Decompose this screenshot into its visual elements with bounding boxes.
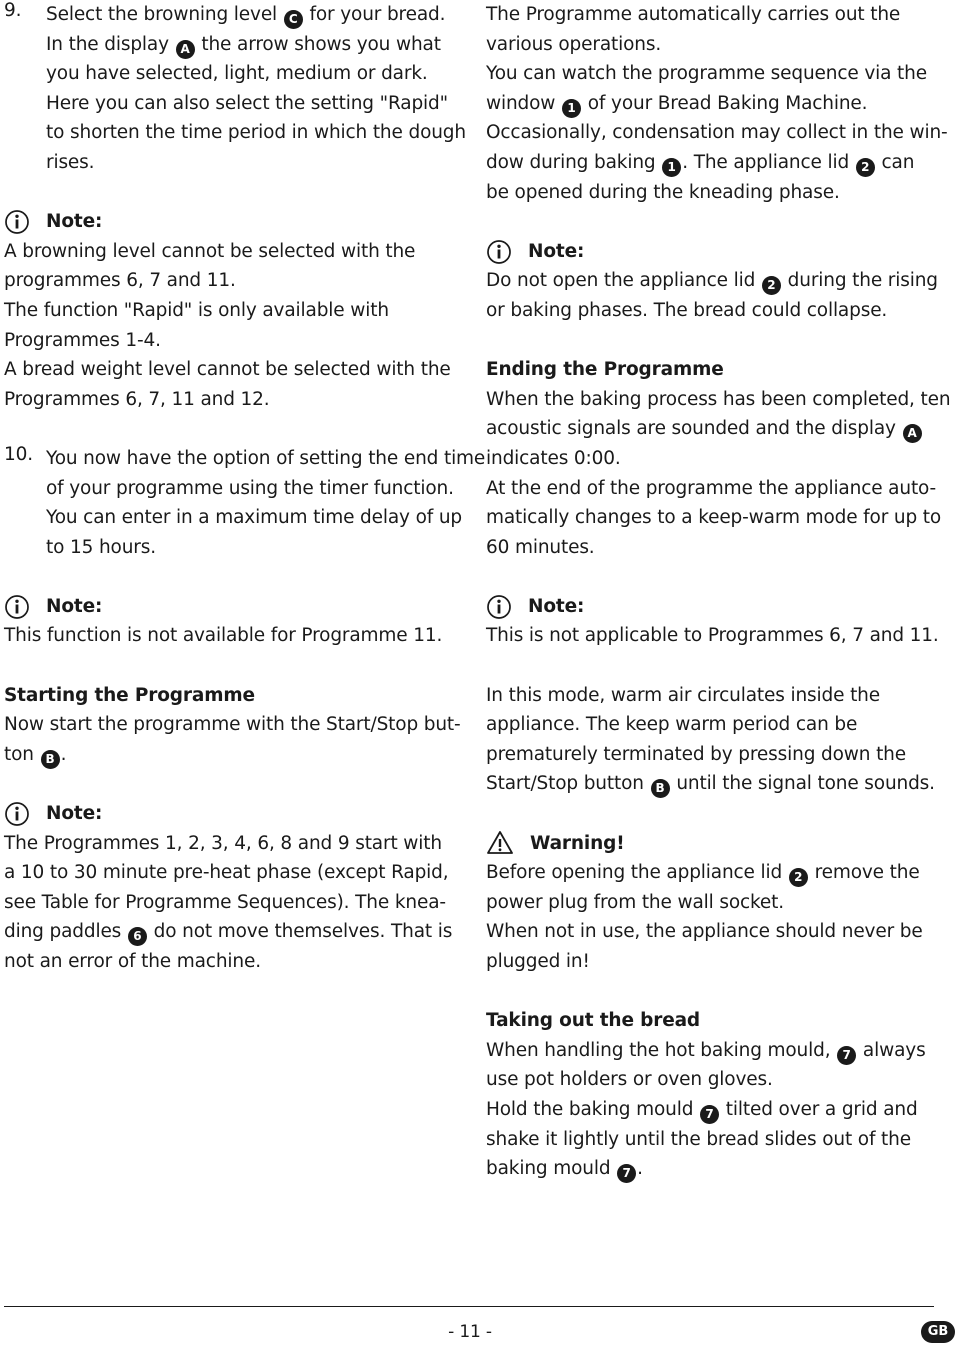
badge-1: 1: [662, 158, 681, 177]
text-line: This function is not available for Programme 11.: [4, 625, 443, 647]
keepwarm-block: [486, 681, 951, 799]
text-line: programmes 6, 7 and 11.: [4, 270, 236, 292]
text: Do not open the appliance lid: [486, 270, 756, 292]
text: always: [862, 1039, 926, 1061]
note-label: Note:: [46, 211, 103, 233]
section-taking-out: [486, 1006, 951, 1184]
text: baking mould: [486, 1158, 611, 1180]
text-line: use pot holders or oven gloves.: [486, 1069, 773, 1091]
text-line: see Table for Programme Sequences). The knea-: [4, 891, 446, 913]
text: .: [60, 743, 67, 765]
text-line: You now have the option of setting the end time: [46, 447, 486, 469]
text: In the display: [46, 33, 169, 55]
page-number: - 11 -: [448, 1322, 492, 1342]
text-line: Now start the programme with the Start/Stop but-: [4, 714, 461, 736]
text: the arrow shows you what: [201, 33, 441, 55]
text-line: appliance. The keep warm period can be: [486, 714, 858, 736]
badge-2: 2: [789, 868, 808, 887]
text-line: plugged in!: [486, 951, 590, 972]
text: during the rising: [787, 270, 938, 292]
step-9: [4, 0, 466, 178]
text-line: to 15 hours.: [46, 536, 156, 558]
badge-1: 1: [562, 99, 581, 118]
text-line: power plug from the wall socket.: [486, 891, 784, 913]
note-block: [4, 799, 459, 977]
text-line: to shorten the time period in which the dough: [46, 122, 466, 144]
section-heading: Taking out the bread: [486, 1010, 701, 1032]
note-block: [486, 237, 951, 326]
text: dow during baking: [486, 151, 656, 173]
badge-c: C: [284, 10, 303, 29]
note-label: Note:: [46, 803, 103, 825]
text: remove the: [814, 862, 920, 884]
text-line: a 10 to 30 minute pre-heat phase (except Rapid,: [4, 862, 449, 884]
badge-7: 7: [617, 1164, 636, 1183]
footer-divider: [4, 1306, 934, 1307]
text: ton: [4, 743, 34, 765]
text: do not move themselves. That is: [153, 921, 453, 943]
text: Select the browning level: [46, 4, 278, 25]
note-block: [4, 207, 459, 414]
note-label: Note:: [528, 595, 585, 617]
text: until the signal tone sounds.: [676, 773, 935, 795]
text-line: indicates 0:00.: [486, 447, 621, 469]
text-line: At the end of the programme the appliance auto-: [486, 477, 937, 499]
text-line: or baking phases. The bread could collapse.: [486, 299, 888, 321]
text-line: A bread weight level cannot be selected with the: [4, 359, 451, 381]
text-line: not an error of the machine.: [4, 951, 261, 972]
language-badge: GB: [921, 1321, 955, 1343]
text: .: [637, 1158, 643, 1180]
text: When handling the hot baking mould,: [486, 1039, 831, 1061]
text-line: matically changes to a keep-warm mode for up to: [486, 507, 942, 529]
intro-block: [486, 0, 951, 207]
badge-a: A: [903, 424, 922, 443]
text: can: [881, 151, 915, 173]
text-line: The function "Rapid" is only available with: [4, 299, 389, 321]
text: of your Bread Baking Machine.: [587, 92, 868, 114]
note-block: [486, 592, 951, 651]
step-number: 9.: [4, 0, 22, 21]
text-line: of your programme using the timer function.: [46, 477, 454, 499]
badge-a: A: [176, 40, 195, 59]
note-label: Note:: [528, 240, 585, 262]
text-line: A browning level cannot be selected with the: [4, 240, 416, 262]
text-line: Programmes 1-4.: [4, 329, 161, 351]
text-line: shake it lightly until the bread slides out of the: [486, 1128, 911, 1150]
text-line: The Programmes 1, 2, 3, 4, 6, 8 and 9 start with: [4, 832, 442, 854]
text-line: 60 minutes.: [486, 536, 595, 558]
text-line: When not in use, the appliance should never be: [486, 921, 923, 943]
info-icon: [486, 594, 512, 620]
text-line: Occasionally, condensation may collect in the win-: [486, 122, 948, 144]
text-line: various operations.: [486, 33, 662, 55]
badge-b: B: [41, 750, 60, 769]
text: tilted over a grid and: [725, 1098, 918, 1120]
warning-label: Warning!: [530, 832, 625, 854]
section-ending: [486, 355, 951, 562]
text: Before opening the appliance lid: [486, 862, 783, 884]
text-line: This is not applicable to Programmes 6, 7 and 11.: [486, 625, 939, 647]
text-line: In this mode, warm air circulates inside the: [486, 684, 880, 706]
text-line: prematurely terminated by pressing down the: [486, 743, 906, 765]
step-10: [4, 443, 486, 562]
text-line: You can watch the programme sequence via the: [486, 63, 927, 85]
text: window: [486, 92, 556, 114]
note-label: Note:: [46, 595, 103, 617]
badge-b: B: [651, 779, 670, 798]
info-icon: [4, 209, 30, 235]
text-line: The Programme automatically carries out the: [486, 4, 901, 25]
badge-7: 7: [700, 1105, 719, 1124]
text-line: be opened during the kneading phase.: [486, 181, 840, 203]
text: acoustic signals are sounded and the display: [486, 418, 896, 440]
section-heading: Ending the Programme: [486, 359, 724, 381]
badge-7: 7: [837, 1046, 856, 1065]
text: for your bread.: [309, 4, 446, 25]
note-block: [4, 592, 459, 651]
badge-6: 6: [128, 927, 147, 946]
text: . The appliance lid: [682, 151, 850, 173]
warning-block: [486, 829, 951, 977]
text: ding paddles: [4, 921, 122, 943]
info-icon: [486, 239, 512, 265]
badge-2: 2: [856, 158, 875, 177]
text-line: You can enter in a maximum time delay of up: [46, 507, 463, 529]
step-number: 10.: [4, 443, 33, 465]
text-line: rises.: [46, 151, 95, 173]
right-column: [486, 0, 951, 1184]
warning-triangle-icon: [486, 830, 514, 856]
text: Start/Stop button: [486, 773, 644, 795]
info-icon: [4, 801, 30, 827]
section-heading: Starting the Programme: [4, 684, 255, 706]
text-line: Here you can also select the setting "Rapid": [46, 92, 448, 114]
badge-2: 2: [762, 276, 781, 295]
info-icon: [4, 594, 30, 620]
text-line: When the baking process has been completed, ten: [486, 388, 951, 410]
text-line: you have selected, light, medium or dark.: [46, 63, 428, 85]
text: Hold the baking mould: [486, 1098, 694, 1120]
section-starting: [4, 681, 459, 770]
left-column: [4, 0, 486, 977]
text-line: Programmes 6, 7, 11 and 12.: [4, 388, 270, 410]
